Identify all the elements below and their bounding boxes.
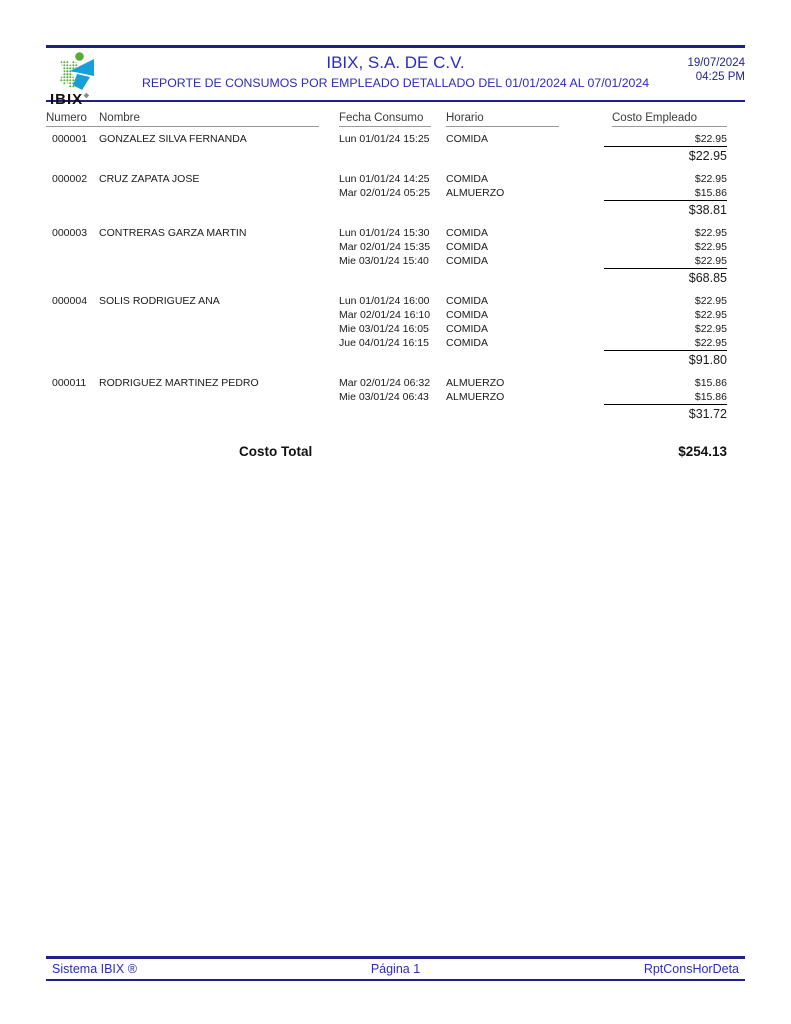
column-header-numero-cell — [46, 112, 99, 127]
subtotal-spacer — [446, 350, 604, 368]
consumption-mealtime: ALMUERZO — [446, 391, 505, 403]
subtotal-spacer — [446, 268, 604, 286]
employee-name: GONZALEZ SILVA FERNANDA — [99, 133, 247, 145]
consumption-mealtime: COMIDA — [446, 133, 488, 145]
consumption-row — [46, 226, 727, 240]
employee-number — [46, 254, 99, 268]
employee-subtotal: $38.81 — [604, 200, 727, 218]
employee-number — [46, 186, 99, 200]
employee-subtotal-row — [46, 200, 727, 218]
consumption-cost: $22.95 — [694, 323, 727, 335]
subtotal-spacer — [99, 146, 339, 164]
consumption-mealtime: COMIDA — [446, 309, 488, 321]
consumption-cost: $22.95 — [694, 241, 727, 253]
consumption-cost: $15.86 — [694, 187, 727, 199]
employee-name — [99, 322, 339, 336]
column-header-costo-cell — [604, 112, 727, 127]
consumption-mealtime: COMIDA — [446, 323, 488, 335]
consumption-date: Lun 01/01/24 15:25 — [339, 133, 430, 145]
consumption-row — [46, 376, 727, 390]
employee-name — [99, 186, 339, 200]
employee-number: 000011 — [52, 377, 87, 389]
employee-number — [46, 240, 99, 254]
consumption-mealtime: COMIDA — [446, 337, 488, 349]
consumption-date: Mar 02/01/24 15:35 — [339, 241, 431, 253]
consumption-row — [46, 172, 727, 186]
employee-subtotal-row — [46, 350, 727, 368]
employee-group — [46, 172, 727, 218]
consumption-date: Mie 03/01/24 15:40 — [339, 255, 429, 267]
subtotal-spacer — [46, 268, 99, 286]
logo-wordmark — [50, 90, 110, 106]
employee-subtotal-row — [46, 404, 727, 422]
footer-system-label: Sistema IBIX ® — [52, 961, 137, 976]
footer-page-number: Página 1 — [370, 961, 421, 976]
consumption-cost: $22.95 — [694, 337, 727, 349]
ibix-logo — [50, 52, 110, 106]
company-title: IBIX, S.A. DE C.V. — [326, 52, 465, 72]
header-titles — [46, 48, 745, 91]
employee-subtotal: $68.85 — [604, 268, 727, 286]
subtotal-spacer — [446, 146, 604, 164]
consumption-date: Mar 02/01/24 05:25 — [339, 187, 431, 199]
report-title: REPORTE DE CONSUMOS POR EMPLEADO DETALLADO DEL 01/01/2024 AL 07/01/2024 — [141, 75, 650, 90]
consumption-row — [46, 254, 727, 268]
employee-name: RODRIGUEZ MARTINEZ PEDRO — [99, 377, 259, 389]
ibix-x-icon — [57, 52, 95, 90]
column-header-horario: Horario — [446, 112, 559, 127]
footer-row — [46, 959, 745, 979]
subtotal-spacer — [446, 404, 604, 422]
footer-bottom-rule — [46, 979, 745, 982]
print-date: 19/07/2024 — [687, 56, 745, 69]
consumption-date: Mar 02/01/24 16:10 — [339, 309, 431, 321]
employee-subtotal: $31.72 — [604, 404, 727, 422]
consumption-mealtime: ALMUERZO — [446, 187, 505, 199]
consumption-date: Lun 01/01/24 15:30 — [339, 227, 430, 239]
employee-name — [99, 390, 339, 404]
consumption-row — [46, 390, 727, 404]
employee-number — [46, 336, 99, 350]
subtotal-spacer — [46, 200, 99, 218]
employee-number: 000002 — [52, 173, 88, 185]
consumption-cost: $22.95 — [694, 133, 727, 145]
employee-number: 000001 — [52, 133, 88, 145]
consumption-table — [46, 112, 727, 459]
employee-subtotal-row — [46, 268, 727, 286]
employee-group — [46, 226, 727, 286]
subtotal-spacer — [99, 350, 339, 368]
subtotal-spacer — [339, 146, 446, 164]
total-row — [46, 444, 727, 459]
subtotal-spacer — [446, 200, 604, 218]
consumption-date: Jue 04/01/24 16:15 — [339, 337, 429, 349]
subtotal-spacer — [339, 200, 446, 218]
consumption-cost: $22.95 — [694, 173, 727, 185]
employee-number — [46, 390, 99, 404]
subtotal-spacer — [99, 200, 339, 218]
consumption-mealtime: ALMUERZO — [446, 377, 505, 389]
consumption-date: Lun 01/01/24 14:25 — [339, 173, 430, 185]
employee-number: 000004 — [52, 295, 88, 307]
employee-group — [46, 376, 727, 422]
consumption-mealtime: COMIDA — [446, 227, 488, 239]
employee-number: 000003 — [52, 227, 88, 239]
subtotal-spacer — [99, 404, 339, 422]
column-header-horario-cell — [446, 112, 604, 127]
consumption-row — [46, 322, 727, 336]
employee-number — [46, 308, 99, 322]
employee-name — [99, 336, 339, 350]
employee-name: CONTRERAS GARZA MARTIN — [99, 227, 247, 239]
consumption-row — [46, 186, 727, 200]
consumption-cost: $15.86 — [694, 377, 727, 389]
subtotal-spacer — [339, 404, 446, 422]
consumption-date: Mie 03/01/24 16:05 — [339, 323, 429, 335]
consumption-date: Mar 02/01/24 06:32 — [339, 377, 431, 389]
consumption-row — [46, 294, 727, 308]
employee-name — [99, 254, 339, 268]
employee-subtotal: $91.80 — [604, 350, 727, 368]
employee-subtotal: $22.95 — [604, 146, 727, 164]
print-time: 04:25 PM — [695, 70, 745, 83]
employee-name: CRUZ ZAPATA JOSE — [99, 173, 200, 185]
consumption-date: Lun 01/01/24 16:00 — [339, 295, 430, 307]
subtotal-spacer — [99, 268, 339, 286]
column-header-numero: Numero — [46, 112, 105, 127]
consumption-mealtime: COMIDA — [446, 241, 488, 253]
consumption-mealtime: COMIDA — [446, 255, 488, 267]
subtotal-spacer — [339, 350, 446, 368]
consumption-mealtime: COMIDA — [446, 295, 488, 307]
print-datetime — [687, 56, 745, 84]
employee-subtotal-row — [46, 146, 727, 164]
consumption-cost: $22.95 — [694, 309, 727, 321]
header-bottom-rule — [46, 100, 745, 103]
column-header-costo-empleado: Costo Empleado — [612, 112, 727, 127]
employee-group — [46, 294, 727, 368]
consumption-row — [46, 240, 727, 254]
page-footer — [46, 956, 745, 981]
consumption-cost: $22.95 — [694, 227, 727, 239]
column-header-nombre-cell — [99, 112, 339, 127]
subtotal-spacer — [46, 404, 99, 422]
consumption-cost: $22.95 — [694, 295, 727, 307]
consumption-date: Mie 03/01/24 06:43 — [339, 391, 429, 403]
table-body — [46, 132, 727, 422]
consumption-mealtime: COMIDA — [446, 173, 488, 185]
employee-group — [46, 132, 727, 164]
consumption-row — [46, 336, 727, 350]
consumption-row — [46, 308, 727, 322]
consumption-cost: $22.95 — [694, 255, 727, 267]
consumption-cost: $15.86 — [694, 391, 727, 403]
total-label: Costo Total — [239, 444, 313, 459]
employee-number — [46, 322, 99, 336]
logo-wordmark-text: IBIX — [50, 90, 84, 108]
column-header-fecha-consumo: Fecha Consumo — [339, 112, 431, 127]
subtotal-spacer — [339, 268, 446, 286]
column-header-nombre: Nombre — [99, 112, 319, 127]
table-header-row — [46, 112, 727, 127]
column-header-fecha-cell — [339, 112, 446, 127]
subtotal-spacer — [46, 350, 99, 368]
subtotal-spacer — [46, 146, 99, 164]
consumption-row — [46, 132, 727, 146]
footer-report-code: RptConsHorDeta — [643, 961, 739, 976]
report-header — [46, 48, 745, 108]
employee-name — [99, 240, 339, 254]
diamond-icon: ❖ — [83, 92, 90, 100]
total-value: $254.13 — [678, 444, 727, 459]
employee-name — [99, 308, 339, 322]
employee-name: SOLIS RODRIGUEZ ANA — [99, 295, 220, 307]
